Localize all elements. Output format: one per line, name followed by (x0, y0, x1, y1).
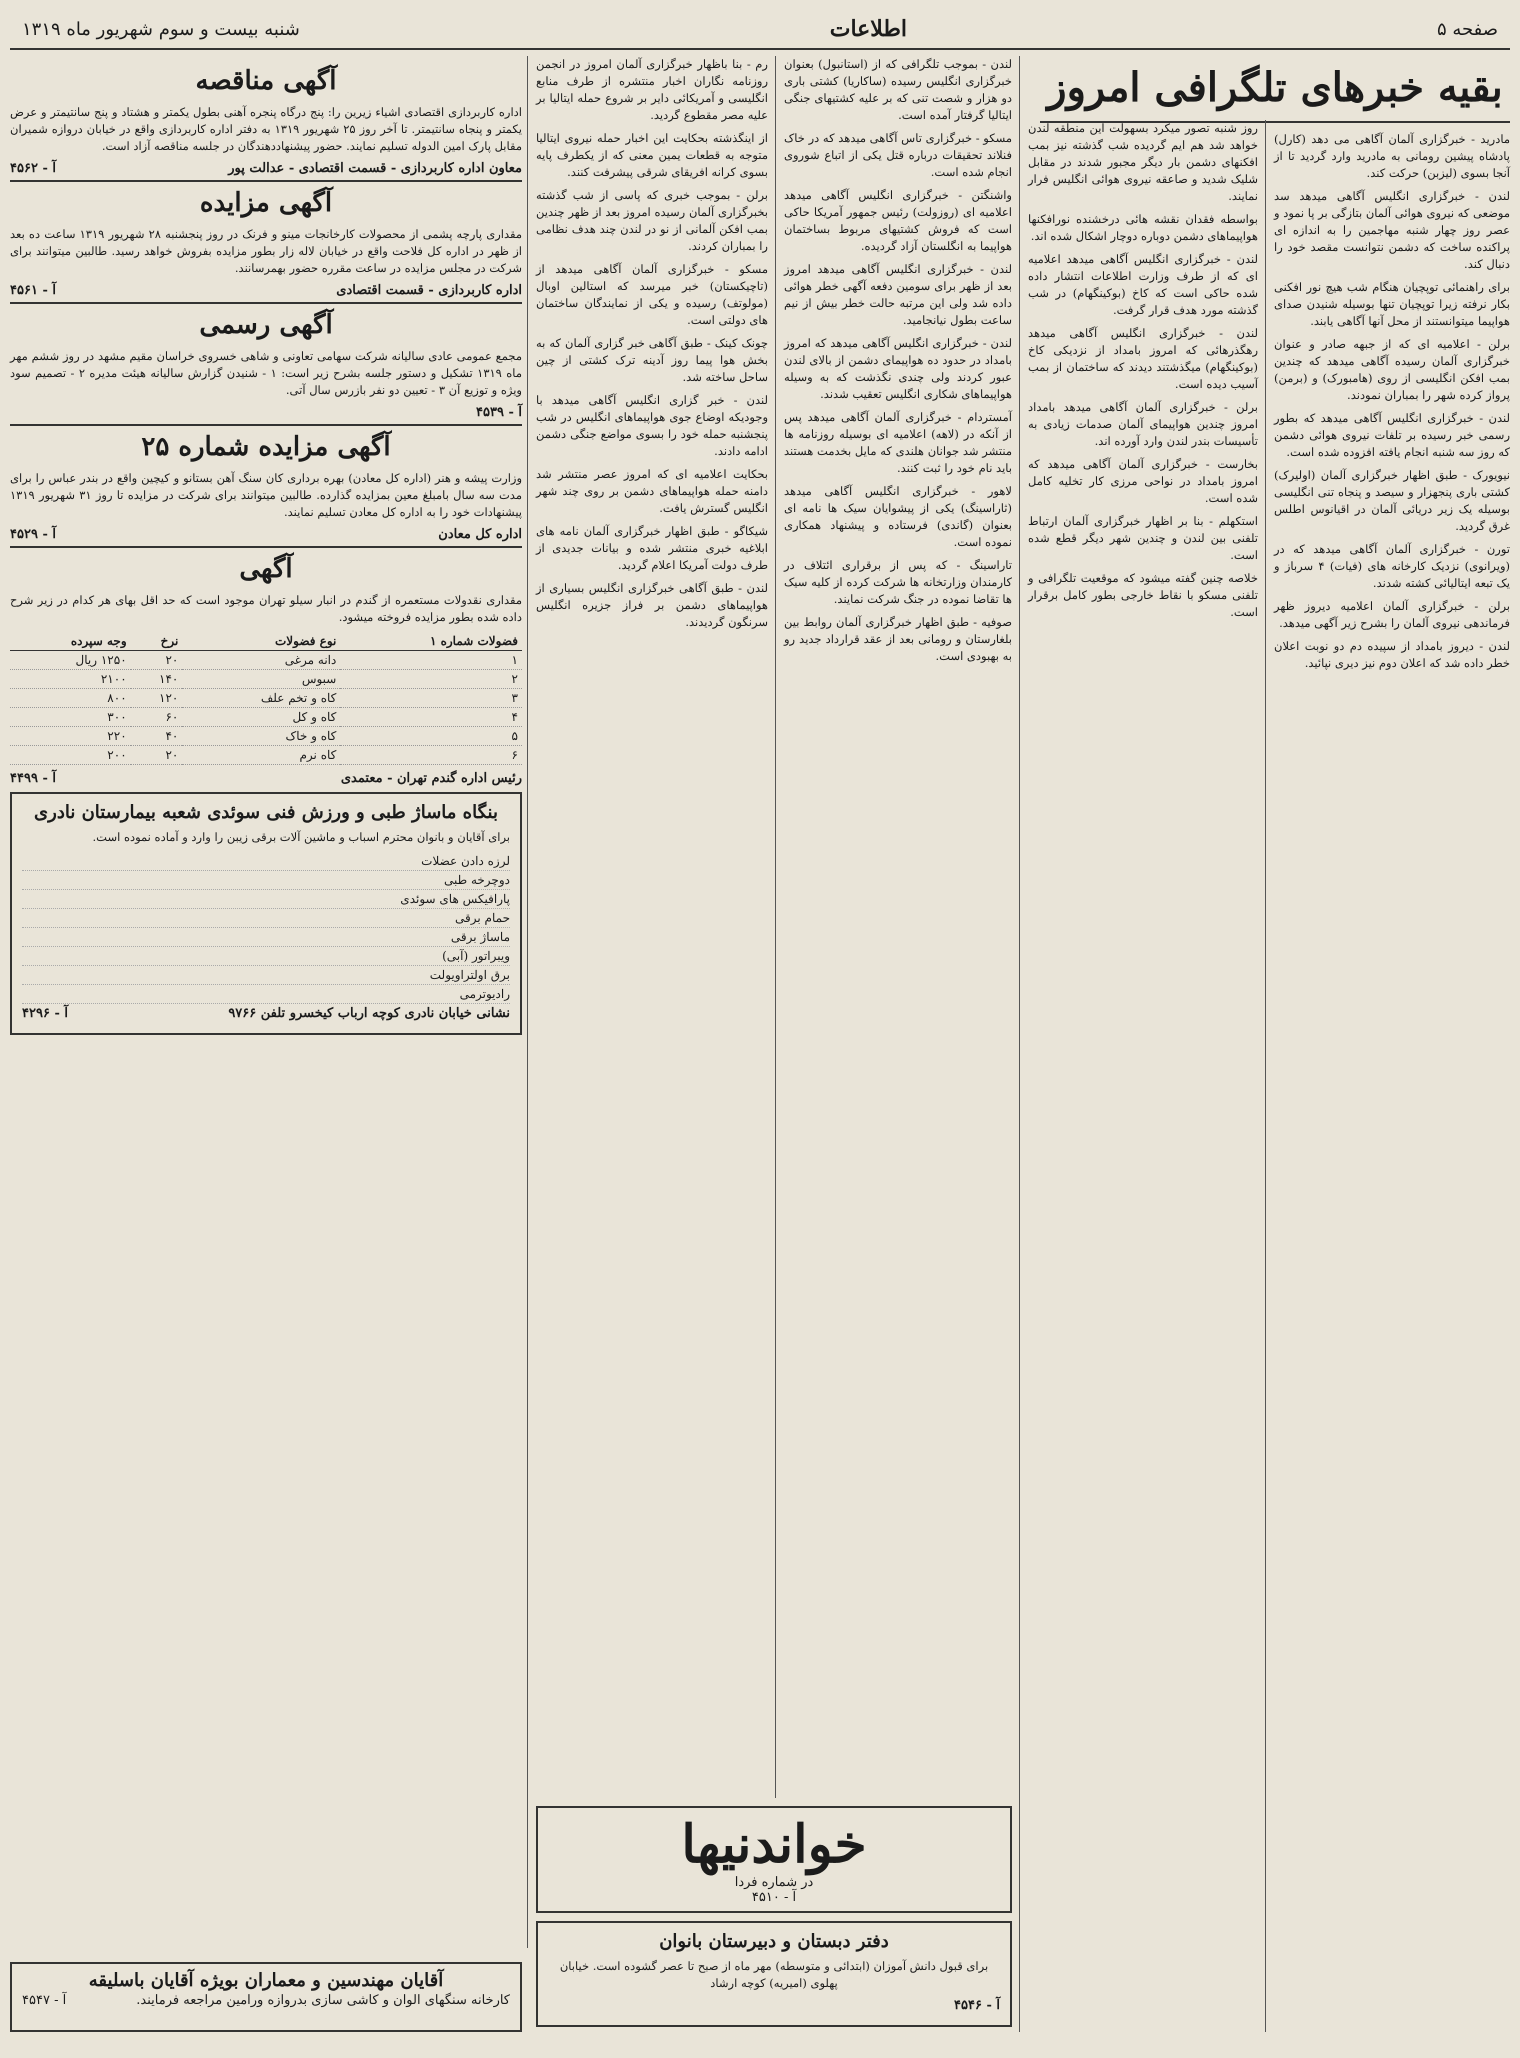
table-cell: ۲۰ (131, 746, 183, 765)
khandaniha-title: خواندنیها (681, 1814, 867, 1875)
column-rule (775, 56, 776, 1798)
news-item: بواسطه فقدان نقشه هائی درخشنده نورافکنها هواپیماهای دشمن دوباره دوچار اشکال شده اند. (1028, 212, 1258, 243)
clinic-ad-title: بنگاه ماساژ طبی و ورزش فنی سوئدی شعبه بیمارستان نادری (34, 802, 498, 823)
news-column-3 (784, 56, 1012, 1798)
page-number: صفحه ۵ (1436, 18, 1498, 40)
service-name: برق اولتراویولت (429, 968, 510, 982)
table-cell: کاه و خاک (182, 727, 340, 746)
list-item (22, 928, 510, 947)
service-name: دوچرخه طبی (443, 873, 510, 887)
table-cell: ۵ (340, 727, 522, 746)
clinic-ad (10, 792, 522, 1035)
news-item: برای راهنمائی توپچیان هنگام شب هیچ نور افکنی بکار نرفته زیرا توپچیان تنها بوسیله شنیدن صدای هواپیما میتوانستند از محل آنها آگاهی یابند. (1274, 280, 1510, 328)
architects-ad-body: کارخانه سنگهای الوان و کاشی سازی بدروازه ورامین مراجعه فرمایند. (136, 1993, 510, 2008)
khandaniha-box (536, 1806, 1012, 1913)
tender-ad-title: آگهی مناقصه (195, 66, 337, 96)
news-item: مسکو - خبرگزاری تاس آگاهی میدهد که در خاک فنلاند تحقیقات درباره قتل یکی از اتباع شوروی انجام شده است. (784, 131, 1012, 179)
table-row (10, 746, 522, 765)
news-item: لندن - خبرگزاری انگلیس آگاهی میدهد سد موضعی که نیروی هوائی آلمان بتازگی بر پا نمود و عصر روز چهار شنبه مهاجمین را به اندازه ای پراکنده ساخت که دشمن نتوانست مقصد خود را دنبال کند. (1274, 189, 1510, 271)
service-name: ویبراتور (آبی) (442, 949, 510, 963)
price-table-head: وجه سپرده (10, 632, 131, 651)
architects-ad (10, 1962, 522, 2032)
paper-name: اطلاعات (829, 16, 908, 42)
official-ad-body: مجمع عمومی عادی سالیانه شرکت سهامی تعاونی و شاهی خسروی خراسان مقیم مشهد در روز ششم مهر ماه ۱۳۱۹ تشکیل و دستور جلسه بشرح زیر است: ۱ - شنیدن گزارش سالیانه هیئت مدیره ۲ - تصمیم سود ویژه و توزیع آن ۳ - تعیین دو نفر بازرس سال آتی. (10, 349, 522, 397)
column-rule (527, 56, 528, 1948)
news-item: برلن - خبرگزاری آلمان آگاهی میدهد بامداد امروز چندین هواپیمای آلمان صدمات زیادی به تأسیسات بندر لندن وارد آورده اند. (1028, 400, 1258, 448)
table-row (10, 651, 522, 670)
news-item: لندن - خبرگزاری انگلیس آگاهی میدهد رهگذرهائی که امروز بامداد از نزدیکی کاخ (بوکینگهام) میگذشتند دیدند که ساختمان از بمب آسیب دیده است. (1028, 326, 1258, 391)
architects-ad-code: آ - ۴۵۴۷ (22, 1993, 67, 2008)
table-row (10, 670, 522, 689)
table-cell: ۲۰ (131, 651, 183, 670)
table-cell: ۴۰ (131, 727, 183, 746)
news-item: لندن - خبرگزاری انگلیس آگاهی میدهد اعلامیه ای که از طرف وزارت اطلاعات انتشار داده شده حاکی است که کاخ (بوکینگهام) در شب گذشته مورد هدف قرار گرفت. (1028, 252, 1258, 317)
service-name: رادیوترمی (459, 987, 510, 1001)
table-row (10, 708, 522, 727)
table-row (10, 689, 522, 708)
architects-ad-title: آقایان مهندسین و معماران بویژه آقایان باسلیقه (88, 1970, 444, 1991)
list-item (22, 947, 510, 966)
news-item: واشنگتن - خبرگزاری انگلیس آگاهی میدهد اعلامیه ای (روزولت) رئیس جمهور آمریکا حاکی است که فروش کشتیهای مربوط بساختمان هواپیما به انگلستان آزاد گردیده. (784, 188, 1012, 253)
table-cell: ۳ (340, 689, 522, 708)
news-item: تورن - خبرگزاری آلمان آگاهی میدهد که در (ویرانوی) نزدیک کارخانه های (فیات) ۴ سرباز و یک تبعه ایتالیائی کشته شدند. (1274, 542, 1510, 590)
list-item (22, 966, 510, 985)
column-rule (1019, 56, 1020, 2032)
news-item: چونک کینک - طبق آگاهی خبر گزاری آلمان که به بخش هوا پیما روز آدینه ترک کشتی از چین ساحل ساخته شد. (536, 336, 768, 384)
school-ad-code: آ - ۴۵۴۶ (954, 1998, 1000, 2013)
table-cell: ۲ (340, 670, 522, 689)
notice-ad-signature: رئیس اداره گندم تهران - معتمدی (340, 771, 522, 786)
news-item: لندن - بموجب تلگرافی که از (استانبول) بعنوان خبرگزاری انگلیس رسیده (ساکاریا) کشتی باری دو هزار و شصت تنی که بر علیه کشتیهای جنگی ایتالیا گرفتار آمده است. (784, 57, 1012, 122)
issue-date: شنبه بیست و سوم شهریور ماه ۱۳۱۹ (22, 18, 300, 40)
table-cell: ۶۰ (131, 708, 183, 727)
table-cell: سبوس (182, 670, 340, 689)
tender-ad-code: آ - ۴۵۶۲ (10, 161, 56, 176)
table-cell: ۴ (340, 708, 522, 727)
news-column-4 (536, 56, 768, 1798)
news-item: آمستردام - خبرگزاری آلمان آگاهی میدهد پس از آنکه در (لاهه) اعلامیه ای بوسیله روزنامه ها منتشر شد جوانان هلندی که مایل بخدمت هستند باید نام خود را ثبت کنند. (784, 410, 1012, 475)
table-cell: دانه مرغی (182, 651, 340, 670)
news-item: از اینگذشته بحکایت این اخبار حمله نیروی ایتالیا متوجه به قطعات یمین معنی که از یکطرف پایه بسوی کرانه افریقای شرقی پیشرفت کنند. (536, 131, 768, 179)
service-name: لرزه دادن عضلات (421, 854, 510, 868)
news-item: تاراسینگ - که پس از برقراری ائتلاف در کارمندان وزارتخانه ها شرکت کرده از کلیه سیک ها تقاضا نموده در جنگ شرکت نمایند. (784, 558, 1012, 606)
school-ad (536, 1921, 1012, 2027)
service-name: حمام برقی (455, 911, 510, 925)
news-item: استکهلم - بنا بر اظهار خبرگزاری آلمان ارتباط تلفنی بین لندن و چندین شهر دیگر قطع شده است. (1028, 514, 1258, 562)
auction-ad-code: آ - ۴۵۶۱ (10, 283, 56, 298)
auction25-ad-title: آگهی مزایده شماره ۲۵ (10, 424, 522, 466)
tender-ad-signature: معاون اداره کاربردازی - قسمت اقتصادی - عدالت پور (228, 161, 522, 176)
news-item: رم - بنا باظهار خبرگزاری آلمان امروز در انجمن روزنامه نگاران اخبار منتشره از طرف منابع انگلیسی و آمریکائی دایر بر شروع حمله ایتالیا بر علیه مصر مقطوع گردید. (536, 57, 768, 122)
price-table (10, 632, 522, 765)
news-column-2 (1028, 120, 1258, 2032)
news-item: لاهور - خبرگزاری انگلیس آگاهی میدهد (ثاراسینگ) یکی از پیشوایان سیک ها نامه ای بعنوان (گاندی) فرستاده و پیشنهاد همکاری نموده است. (784, 484, 1012, 549)
ads-column (10, 56, 522, 1948)
service-name: ماساژ برقی (450, 930, 510, 944)
clinic-ad-code: آ - ۴۲۹۶ (22, 1006, 68, 1021)
news-item: شیکاگو - طبق اظهار خبرگزاری آلمان نامه های ابلاغیه خبری منتشر شده و بیانات جدیدی از طرف دولت آمریکا اعلام گردید. (536, 524, 768, 572)
khandaniha-subtitle: در شماره فردا (734, 1875, 814, 1890)
tender-ad-body: اداره کاربردازی اقتصادی اشیاء زیرین را: پنج درگاه پنجره آهنی بطول یکمتر و هشتاد و پنج سانتیمتر و عرض یکمتر و پنجاه سانتیمتر. تا آخر روز ۲۵ شهریور ۱۳۱۹ به دفتر اداره کاربردازی واقع در خیابان دروازه شمیران مقابل پارک امین الدوله تسلیم نمایند. حضور پیشنهاددهندگان در جلسه مناقصه آزاد است. (10, 105, 522, 153)
list-item (22, 852, 510, 871)
service-name: پارافیکس های سوئدی (400, 892, 510, 906)
official-ad-title: آگهی رسمی (10, 302, 522, 344)
table-cell: ۸۰۰ (10, 689, 131, 708)
news-banner: بقیه خبرهای تلگرافی امروز (1040, 56, 1510, 123)
notice-ad-title: آگهی (10, 546, 522, 588)
news-item: لندن - خبر گزاری انگلیس آگاهی میدهد با وجودیکه اوضاع جوی هواپیماهای انگلیس در شب پنجشنبه حمله خود را بسوی مواضع جنگی دشمن ادامه دادند. (536, 393, 768, 458)
column-rule (1265, 120, 1266, 2032)
news-item: برلن - بموجب خبری که پاسی از شب گذشته بخبرگزاری آلمان رسیده امروز بعد از ظهر چندین بمب افکن آلمانی از نو در لندن چند هدف نظامی را بمباران کردند. (536, 188, 768, 253)
news-item: لندن - خبرگزاری انگلیس آگاهی میدهد امروز بعد از ظهر برای سومین دفعه آگهی خطر هوائی داده شد ولی این مرتبه حالت خطر بیش از نیم ساعت بطول نیانجامید. (784, 262, 1012, 327)
price-table-head: فضولات شماره ۱ (340, 632, 522, 651)
list-item (22, 890, 510, 909)
clinic-ad-address: نشانی خیابان نادری کوچه ارباب کیخسرو تلفن ۹۷۶۶ (228, 1006, 510, 1021)
newspaper-page (10, 10, 1510, 2038)
news-item: بحکایت اعلامیه ای که امروز عصر منتشر شد دامنه حمله هواپیماهای دشمن بر روی چند شهر انگلیس گسترش یافت. (536, 467, 768, 515)
table-cell: ۱۲۰ (131, 689, 183, 708)
news-item: صوفیه - طبق اظهار خبرگزاری آلمان روابط بین بلغارستان و رومانی بعد از عقد قرارداد جدید رو به بهبودی است. (784, 615, 1012, 663)
list-item (22, 871, 510, 890)
auction-ad-signature: اداره کاربردازی - قسمت اقتصادی (336, 283, 522, 298)
table-cell: ۱ (340, 651, 522, 670)
news-item: بخارست - خبرگزاری آلمان آگاهی میدهد که امروز بامداد در نواحی مرزی کار تخلیه کامل شده است. (1028, 457, 1258, 505)
table-cell: ۶ (340, 746, 522, 765)
news-item: مادرید - خبرگزاری آلمان آگاهی می دهد (کارل) پادشاه پیشین رومانی به مادرید وارد گردید تا از آنجا بسوی (لیزبن) حرکت کند. (1274, 132, 1510, 180)
notice-ad-body: مقداری نقدولات مستعمره از گندم در انبار سیلو تهران موجود است که حد اقل بهای هر کدام در زیر شرح داده شده بطور مزایده فروخته میشود. (10, 593, 522, 624)
news-item: برلن - اعلامیه ای که از جبهه صادر و عنوان خبرگزاری آلمان رسیده آگاهی میدهد که چندین بمب افکن انگلیسی از روی (هامبورک) و (برمن) پرواز کرده شهر را بمباران نمودند. (1274, 337, 1510, 402)
auction-ad-body: مقداری پارچه پشمی از محصولات کارخانجات مینو و فرنک در روز پنجشنبه ۲۸ شهریور ۱۳۱۹ ساعت ده بعد از ظهر در اداره کل فلاحت واقع در خیابان لاله زار بطور مزایده بفروش خواهد رسید. طالبین میتوانند برای شرکت در مجلس مزایده در ساعت مقرره حضور بهمرسانند. (10, 227, 522, 275)
table-row (10, 727, 522, 746)
list-item (22, 909, 510, 928)
auction-ad-title: آگهی مزایده (10, 180, 522, 222)
school-ad-body: برای قبول دانش آموزان (ابتدائی و متوسطه) مهر ماه از صبح تا عصر گشوده است. خیابان پهلوی (امیریه) کوچه ارشاد (559, 1959, 989, 1990)
khandaniha-ad (536, 1806, 1012, 2032)
price-table-head: نوع فضولات (182, 632, 340, 651)
table-cell: کاه و تخم علف (182, 689, 340, 708)
price-table-head: نرخ (131, 632, 183, 651)
school-ad-title: دفتر دبستان و دبیرستان بانوان (659, 1931, 889, 1952)
auction25-ad-signature: اداره کل معادن (438, 527, 522, 542)
khandaniha-code: آ - ۴۵۱۰ (751, 1890, 797, 1905)
notice-ad-code: آ - ۴۴۹۹ (10, 771, 56, 786)
official-ad-code: آ - ۴۵۳۹ (476, 405, 522, 420)
news-item: روز شنبه تصور میکرد بسهولت این منطقه لندن خواهد شد هم ایم گردیده شب گذشته نیز بمب افکنهای دشمن بار دیگر مجبور شدند در مقابل شلیک شدید و صاعقه نیروی هوائی انگلیس فرار نمایند. (1028, 121, 1258, 203)
news-item: خلاصه چنین گفته میشود که موقعیت تلگرافی و تلفنی مسکو با نقاط خارجی بطور کامل برقرار است. (1028, 571, 1258, 619)
table-cell: ۲۱۰۰ (10, 670, 131, 689)
table-cell: ۱۴۰ (131, 670, 183, 689)
auction25-ad-body: وزارت پیشه و هنر (اداره کل معادن) بهره برداری کان سنگ آهن بستانو و کیچین واقع در بندر عباس را برای مدت سه سال بامبلغ معین بمزایده گذارده. طالبین میتوانند برای شرکت در مزایده تا روز ۳۱ شهریور ۱۳۱۹ پیشنهادات خود را به اداره کل معادن تسلیم نمایند. (10, 471, 522, 519)
news-item: نیویورک - طبق اظهار خبرگزاری آلمان (اولیرک) کشتی باری پنجهزار و سیصد و پنجاه تنی انگلیسی بوسیله یک زیر دریائی آلمان در اقیانوس اطلس غرق گردید. (1274, 468, 1510, 533)
table-cell: ۲۲۰ (10, 727, 131, 746)
news-item: لندن - طبق آگاهی خبرگزاری انگلیس بسیاری از هواپیماهای دشمن بر فراز جزیره انگلیس سرنگون گردیدند. (536, 581, 768, 629)
page-header (10, 10, 1510, 50)
table-cell: ۲۰۰ (10, 746, 131, 765)
news-item: لندن - دیروز بامداد از سپیده دم دو نوبت اعلان خطر داده شد که اعلان دوم نیز دیری نپائید. (1274, 639, 1510, 670)
news-item: لندن - خبرگزاری انگلیس آگاهی میدهد که امروز بامداد در حدود ده هواپیمای دشمن از بالای لندن عبور کردند ولی چندی نگذشت که به وسیله هواپیماهای شکاری انگلیس تعقیب شدند. (784, 336, 1012, 401)
table-cell: کاه نرم (182, 746, 340, 765)
news-item: برلن - خبرگزاری آلمان اعلامیه دیروز ظهر فرماندهی نیروی آلمان را بشرح زیر آگهی میدهد. (1274, 599, 1510, 630)
news-item: مسکو - خبرگزاری آلمان آگاهی میدهد از (تاچیکستان) خبر میرسد که استالین اوبال (مولوتف) رسیده و یکی از نمایندگان ساختمان های دولتی است. (536, 262, 768, 327)
clinic-ad-intro: برای آقایان و بانوان محترم اسباب و ماشین آلات برقی زیبن را وارد و آماده نموده است. (92, 830, 510, 844)
news-item: لندن - خبرگزاری انگلیس آگاهی میدهد که بطور رسمی خبر رسیده بر تلفات نیروی هوائی دشمن که روز سه شنبه انجام یافته افزوده شده است. (1274, 411, 1510, 459)
auction25-ad-code: آ - ۴۵۲۹ (10, 527, 56, 542)
price-table-header (10, 632, 522, 651)
table-cell: ۱۲۵۰ ریال (10, 651, 131, 670)
list-item (22, 985, 510, 1004)
table-cell: ۳۰۰ (10, 708, 131, 727)
table-cell: کاه و کل (182, 708, 340, 727)
